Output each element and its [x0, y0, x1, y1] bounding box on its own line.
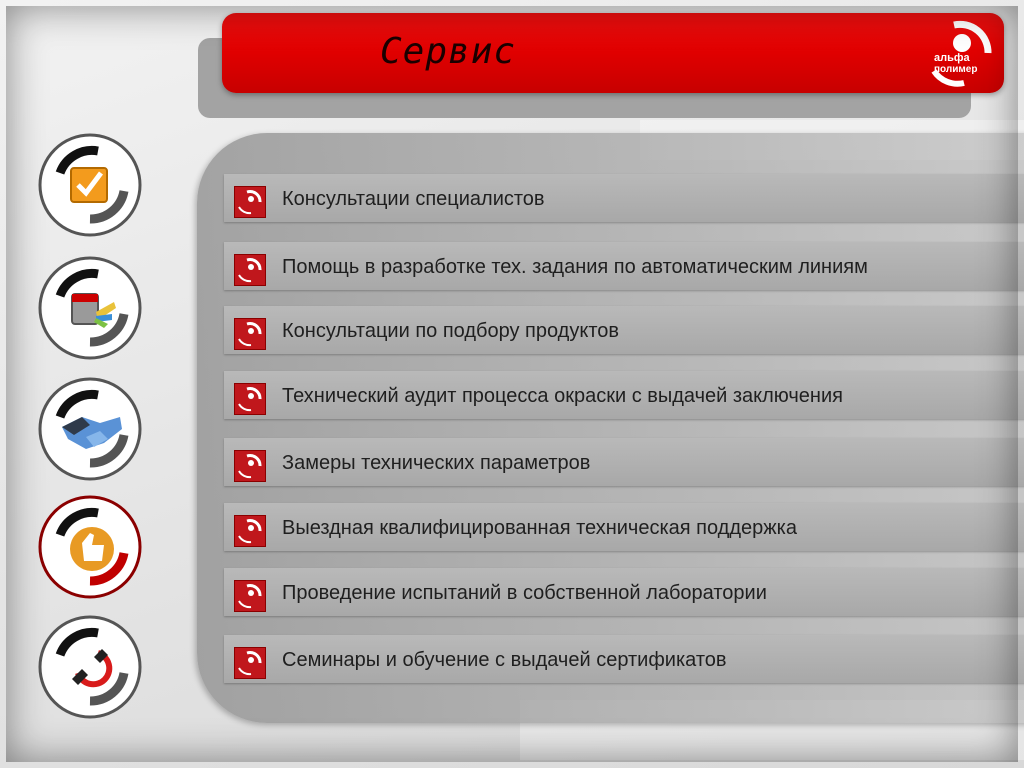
logo-bullet-icon — [234, 515, 266, 547]
logo-bullet-icon — [234, 450, 266, 482]
logo-text-line-1: альфа — [934, 52, 970, 64]
list-item — [224, 438, 1024, 486]
list-item-label: Помощь в разработке тех. задания по автоматическим линиям — [282, 256, 868, 278]
logo-bullet-icon — [234, 383, 266, 415]
list-item-label: Проведение испытаний в собственной лаборатории — [282, 582, 767, 604]
logo-bullet-icon — [234, 186, 266, 218]
checkmark-badge — [38, 133, 142, 237]
phone-badge — [38, 615, 142, 719]
list-item — [224, 568, 1024, 616]
list-item-label: Семинары и обучение с выдачей сертификатов — [282, 649, 727, 671]
list-item-label: Технический аудит процесса окраски с выдачей заключения — [282, 385, 843, 407]
page-title: Сервис — [380, 31, 517, 72]
list-item-label: Консультации специалистов — [282, 188, 545, 210]
list-item — [224, 306, 1024, 354]
list-item — [224, 371, 1024, 419]
list-item — [224, 503, 1024, 551]
handshake-badge — [38, 377, 142, 481]
list-item — [224, 635, 1024, 683]
logo-text-line-2: полимер — [934, 64, 978, 75]
thumbs-up-badge — [38, 495, 142, 599]
logo-bullet-icon — [234, 318, 266, 350]
logo-bullet-icon — [234, 647, 266, 679]
list-item-label: Консультации по подбору продуктов — [282, 320, 620, 342]
list-item-label: Выездная квалифицированная техническая поддержка — [282, 517, 797, 539]
logo-bullet-icon — [234, 254, 266, 286]
thumbs-up-icon — [70, 527, 114, 571]
logo-bullet-icon — [234, 580, 266, 612]
list-item-label: Замеры технических параметров — [282, 452, 591, 474]
title-bar — [222, 13, 1004, 93]
list-item — [224, 174, 1024, 222]
list-item — [224, 242, 1024, 290]
paint-bucket-badge — [38, 256, 142, 360]
checkmark-icon — [71, 168, 107, 202]
company-logo-icon — [924, 19, 994, 89]
